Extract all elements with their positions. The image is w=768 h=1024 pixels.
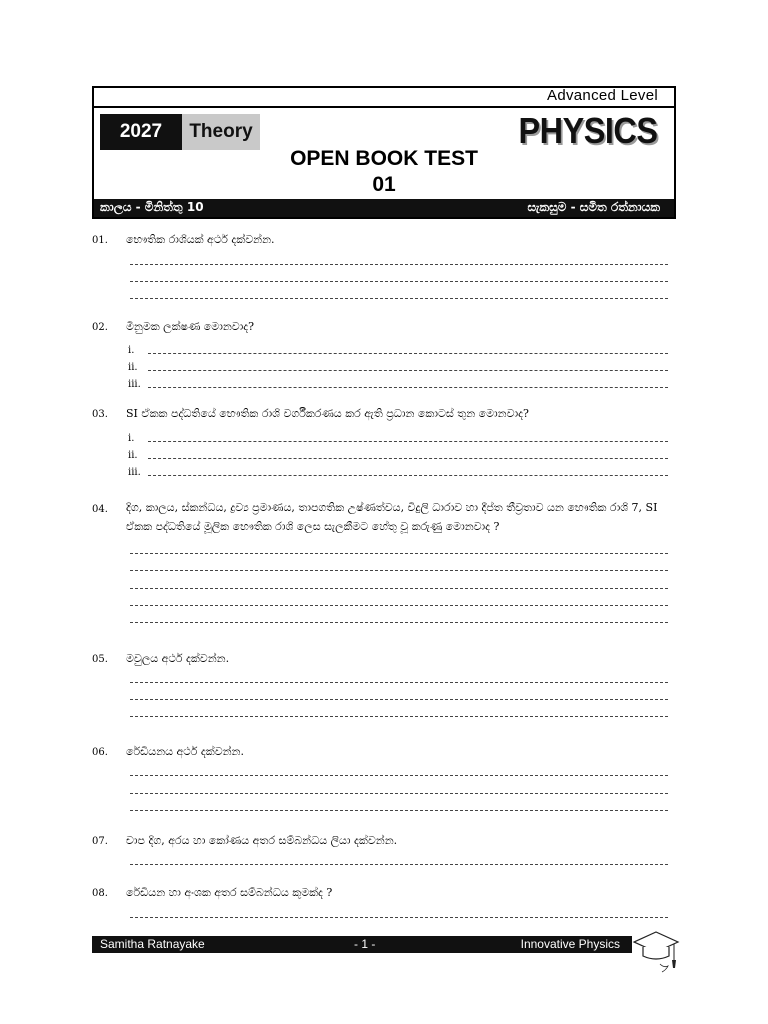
stream-badge: Theory xyxy=(182,114,260,150)
answer-line[interactable] xyxy=(130,775,668,776)
graduation-cap-icon xyxy=(630,926,680,974)
sub-label: iii. xyxy=(128,379,141,390)
test-title-block xyxy=(94,146,674,198)
footer-author: Samitha Ratnayake xyxy=(100,937,205,951)
time-label: කාලය - මිනිත්තු 10 xyxy=(100,200,204,214)
question-number: 05. xyxy=(92,654,108,665)
sub-label: ii. xyxy=(128,362,138,373)
answer-line[interactable] xyxy=(148,475,668,476)
answer-line[interactable] xyxy=(130,298,668,299)
answer-line[interactable] xyxy=(130,281,668,282)
answer-line[interactable] xyxy=(148,353,668,354)
answer-line[interactable] xyxy=(130,682,668,683)
footer-bar xyxy=(92,936,632,953)
question-number: 02. xyxy=(92,322,108,333)
subject-logo: PHYSICS xyxy=(518,110,658,151)
answer-line[interactable] xyxy=(130,810,668,811)
question-text: රේඩියනය අර්ථ දක්වන්න. xyxy=(126,745,244,758)
question-number: 07. xyxy=(92,836,108,847)
sub-label: i. xyxy=(128,433,135,444)
sub-label: ii. xyxy=(128,450,138,461)
page-number: - 1 - xyxy=(354,937,376,951)
level-label: Advanced Level xyxy=(547,87,658,104)
question-text: මිනුමක ලක්ෂණ මොනවාද? xyxy=(126,320,255,333)
question-text: චාප දිග, අරය හා කෝණය අතර සම්බන්ධය ලියා දක්වන්න. xyxy=(126,834,398,847)
answer-line[interactable] xyxy=(130,588,668,589)
header-box xyxy=(92,86,676,219)
question-text: භෞතික රාශියක් අර්ථ දක්වන්න. xyxy=(126,233,275,246)
level-bar xyxy=(94,88,674,108)
answer-line[interactable] xyxy=(130,699,668,700)
question-text: රේඩියන හා අංශක අතර සම්බන්ධය කුමක්ද ? xyxy=(126,886,333,899)
question-text: දිග, කාලය, ස්කන්ධය, ද්‍රව්‍ය ප්‍රමාණය, තාපගතික උෂ්ණත්වය, විදුලි ධාරාව හා දීප්ත තීව්‍රතාව යන භෞතික රාශි 7, SI ඒකක පද්ධතියේ මූලික භෞතික රාශි ලෙස සැලකීමට හේතු වූ කරුණු මොනවාද ? xyxy=(126,501,658,533)
question-number: 08. xyxy=(92,888,108,899)
year-badge: 2027 xyxy=(100,114,182,150)
answer-line[interactable] xyxy=(130,716,668,717)
sub-label: iii. xyxy=(128,467,141,478)
answer-line[interactable] xyxy=(130,864,668,865)
meta-bar xyxy=(94,199,674,217)
test-number: 01 xyxy=(372,173,396,196)
question-number: 03. xyxy=(92,409,108,420)
footer-brand: Innovative Physics xyxy=(520,937,620,951)
question-number: 01. xyxy=(92,235,108,246)
answer-line[interactable] xyxy=(130,622,668,623)
answer-line[interactable] xyxy=(130,553,668,554)
author-label: සැකසුම - සමිත රත්නායක xyxy=(527,200,660,214)
test-title: OPEN BOOK TEST xyxy=(290,147,478,170)
answer-line[interactable] xyxy=(130,570,668,571)
answer-line[interactable] xyxy=(130,264,668,265)
answer-line[interactable] xyxy=(148,441,668,442)
question-text: SI ඒකක පද්ධතියේ භෞතික රාශි වර්ගීකරණය කර ඇති ප්‍රධාන කොටස් තුන මොනවාද? xyxy=(126,407,529,420)
answer-line[interactable] xyxy=(148,370,668,371)
answer-line[interactable] xyxy=(130,793,668,794)
question-text: මවුලය අර්ථ දක්වන්න. xyxy=(126,652,230,665)
question-number: 06. xyxy=(92,747,108,758)
answer-line[interactable] xyxy=(148,387,668,388)
answer-line[interactable] xyxy=(130,605,668,606)
answer-line[interactable] xyxy=(130,917,668,918)
question-number: 04. xyxy=(92,504,108,515)
sub-label: i. xyxy=(128,345,135,356)
answer-line[interactable] xyxy=(148,458,668,459)
